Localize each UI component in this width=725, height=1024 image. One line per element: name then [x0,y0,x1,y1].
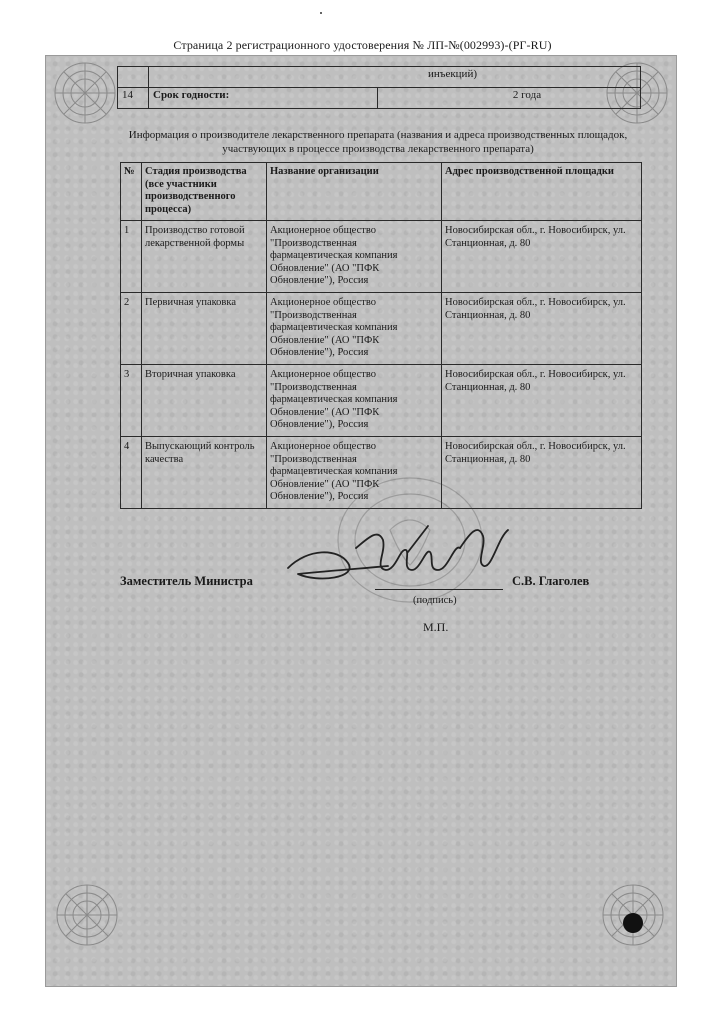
signature-caption: (подпись) [413,595,457,606]
table-row [118,88,641,109]
row-org: Акционерное общество "Производственная фармацевтическая компания Обновление" (АО "ПФК Обновление"), Россия [267,365,442,437]
row-stage: Производство готовой лекарственной формы [142,221,267,293]
row-num: 3 [121,365,142,437]
table-row [121,221,642,293]
row-org: Акционерное общество "Производственная фармацевтическая компания Обновление" (АО "ПФК Обновление"), Россия [267,437,442,509]
row-number: 14 [118,88,149,109]
row-num: 1 [121,221,142,293]
row-num: 2 [121,293,142,365]
signature-line [375,589,503,590]
ornament-rosette-icon [50,58,120,128]
table-row [121,365,642,437]
manufacturers-table [120,162,642,509]
speck [320,12,322,14]
signer-name: С.В. Глаголев [512,574,590,588]
stamp-place-label: М.П. [423,620,449,634]
table-row [121,293,642,365]
table-header-row [121,163,642,221]
header-org: Название организации [267,163,442,221]
table-row [118,67,641,88]
header-stage: Стадия производства (все участники производственного процесса) [142,163,267,221]
header-address: Адрес производственной площадки [442,163,642,221]
row-address: Новосибирская обл., г. Новосибирск, ул. Станционная, д. 80 [442,293,642,365]
row-stage: Первичная упаковка [142,293,267,365]
row-stage: Вторичная упаковка [142,365,267,437]
handwritten-signature-icon [278,508,530,594]
expiry-label: Срок годности: [149,88,378,109]
row-address: Новосибирская обл., г. Новосибирск, ул. Станционная, д. 80 [442,437,642,509]
continuation-cell: инъекций) [149,67,641,88]
row-stage: Выпускающий контроль качества [142,437,267,509]
hole-punch-icon [623,913,643,933]
expiry-value: 2 года [378,88,641,109]
expiry-table [117,66,641,109]
row-org: Акционерное общество "Производственная фармацевтическая компания Обновление" (АО "ПФК Обновление"), Россия [267,221,442,293]
row-address: Новосибирская обл., г. Новосибирск, ул. Станционная, д. 80 [442,221,642,293]
header-num: № [121,163,142,221]
ornament-rosette-icon [52,880,122,950]
page-header: Страница 2 регистрационного удостоверения № ЛП-№(002993)-(РГ-RU) [173,38,552,52]
signer-position: Заместитель Министра [120,574,253,588]
row-num: 4 [121,437,142,509]
row-address: Новосибирская обл., г. Новосибирск, ул. Станционная, д. 80 [442,365,642,437]
row-org: Акционерное общество "Производственная фармацевтическая компания Обновление" (АО "ПФК Обновление"), Россия [267,293,442,365]
manufacturer-info-title: Информация о производителе лекарственного препарата (названия и адреса производственных площадок, участвующих в процессе производства лекарственного препарата) [128,129,628,155]
